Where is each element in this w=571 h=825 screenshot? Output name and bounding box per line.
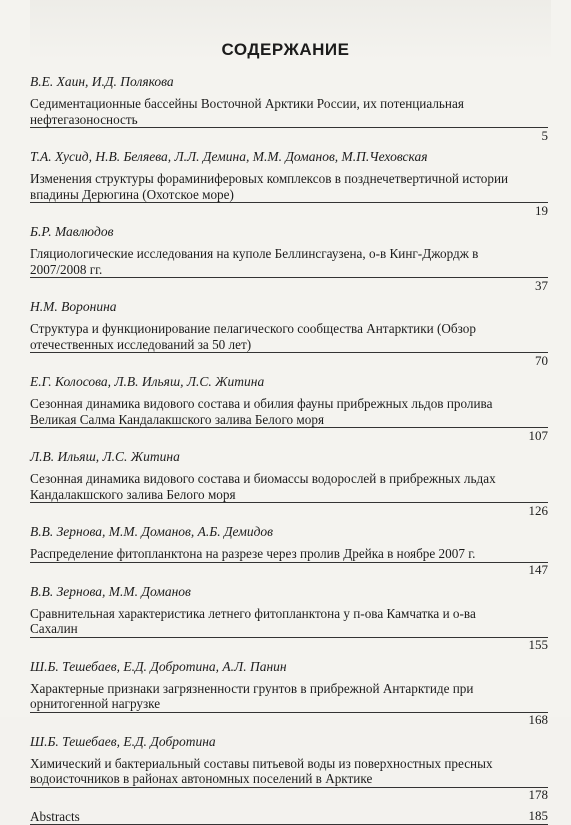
table-of-contents [30, 74, 548, 825]
entry-title: Гляциологические исследования на куполе Беллинсгаузена, о-в Кинг-Джордж в 2007/2008 гг. [30, 246, 478, 277]
toc-entry [30, 149, 548, 203]
entry-title-block[interactable] [30, 606, 548, 638]
entry-page: 19 [535, 203, 548, 219]
entry-page: 185 [529, 808, 549, 824]
entry-title: Сезонная динамика видового состава и обилия фауны прибрежных льдов пролива Великая Салма Кандалакшского залива Белого моря [30, 396, 492, 427]
toc-entry [30, 524, 548, 563]
entry-title: Изменения структуры фораминиферовых комплексов в позднечетвертичной истории впадины Дерюгина (Охотское море) [30, 171, 508, 202]
toc-entry [30, 74, 548, 128]
entry-title: Сезонная динамика видового состава и биомассы водорослей в прибрежных льдах Кандалакшского залива Белого моря [30, 471, 496, 502]
entry-title: Седиментационные бассейны Восточной Арктики России, их потенциальная нефтегазоносность [30, 96, 464, 127]
entry-authors: Е.Г. Колосова, Л.В. Ильяш, Л.С. Житина [30, 374, 548, 390]
entry-authors: В.Е. Хаин, И.Д. Полякова [30, 74, 548, 90]
entry-title: Характерные признаки загрязненности грунтов в прибрежной Антарктиде при орнитогенной нагрузке [30, 681, 473, 712]
entry-title-block[interactable] [30, 246, 548, 278]
entry-title-block[interactable] [30, 756, 548, 788]
entry-title: Структура и функционирование пелагического сообщества Антарктики (Обзор отечественных исследований за 50 лет) [30, 321, 476, 352]
entry-page: 126 [529, 503, 549, 519]
entry-page: 178 [529, 787, 549, 803]
entry-page: 107 [529, 428, 549, 444]
toc-entry [30, 299, 548, 353]
entry-authors: Ш.Б. Тешебаев, Е.Д. Добротина [30, 734, 548, 750]
toc-entry [30, 449, 548, 503]
entry-title-block[interactable] [30, 396, 548, 428]
entry-authors: Л.В. Ильяш, Л.С. Житина [30, 449, 548, 465]
entry-page: 147 [529, 562, 549, 578]
entry-title: Abstracts [30, 809, 80, 824]
toc-entry [30, 659, 548, 713]
entry-title-block[interactable] [30, 681, 548, 713]
entry-page: 155 [529, 637, 549, 653]
entry-page: 70 [535, 353, 548, 369]
entry-title-block[interactable] [30, 546, 548, 563]
entry-title-block[interactable] [30, 96, 548, 128]
entry-authors: В.В. Зернова, М.М. Доманов [30, 584, 548, 600]
entry-title-block[interactable] [30, 321, 548, 353]
entry-authors: Б.Р. Мавлюдов [30, 224, 548, 240]
toc-entry-abstracts[interactable] [30, 809, 548, 825]
toc-entry [30, 734, 548, 788]
entry-title: Распределение фитопланктона на разрезе через пролив Дрейка в ноябре 2007 г. [30, 546, 475, 561]
entry-authors: Ш.Б. Тешебаев, Е.Д. Добротина, А.Л. Панин [30, 659, 548, 675]
entry-page: 37 [535, 278, 548, 294]
entry-authors: Т.А. Хусид, Н.В. Беляева, Л.Л. Демина, М.М. Доманов, М.П.Чеховская [30, 149, 548, 165]
entry-page: 168 [529, 712, 549, 728]
entry-page: 5 [542, 128, 549, 144]
toc-entry [30, 584, 548, 638]
entry-title: Химический и бактериальный составы питьевой воды из поверхностных пресных водоисточников в районах автономных поселений в Арктике [30, 756, 493, 787]
entry-authors: В.В. Зернова, М.М. Доманов, А.Б. Демидов [30, 524, 548, 540]
entry-title-block[interactable] [30, 471, 548, 503]
entry-title: Сравнительная характеристика летнего фитопланктона у п-ова Камчатка и о-ва Сахалин [30, 606, 476, 637]
entry-authors: Н.М. Воронина [30, 299, 548, 315]
toc-entry [30, 374, 548, 428]
toc-entry [30, 224, 548, 278]
page-title: СОДЕРЖАНИЕ [0, 40, 571, 60]
entry-title-block[interactable] [30, 171, 548, 203]
